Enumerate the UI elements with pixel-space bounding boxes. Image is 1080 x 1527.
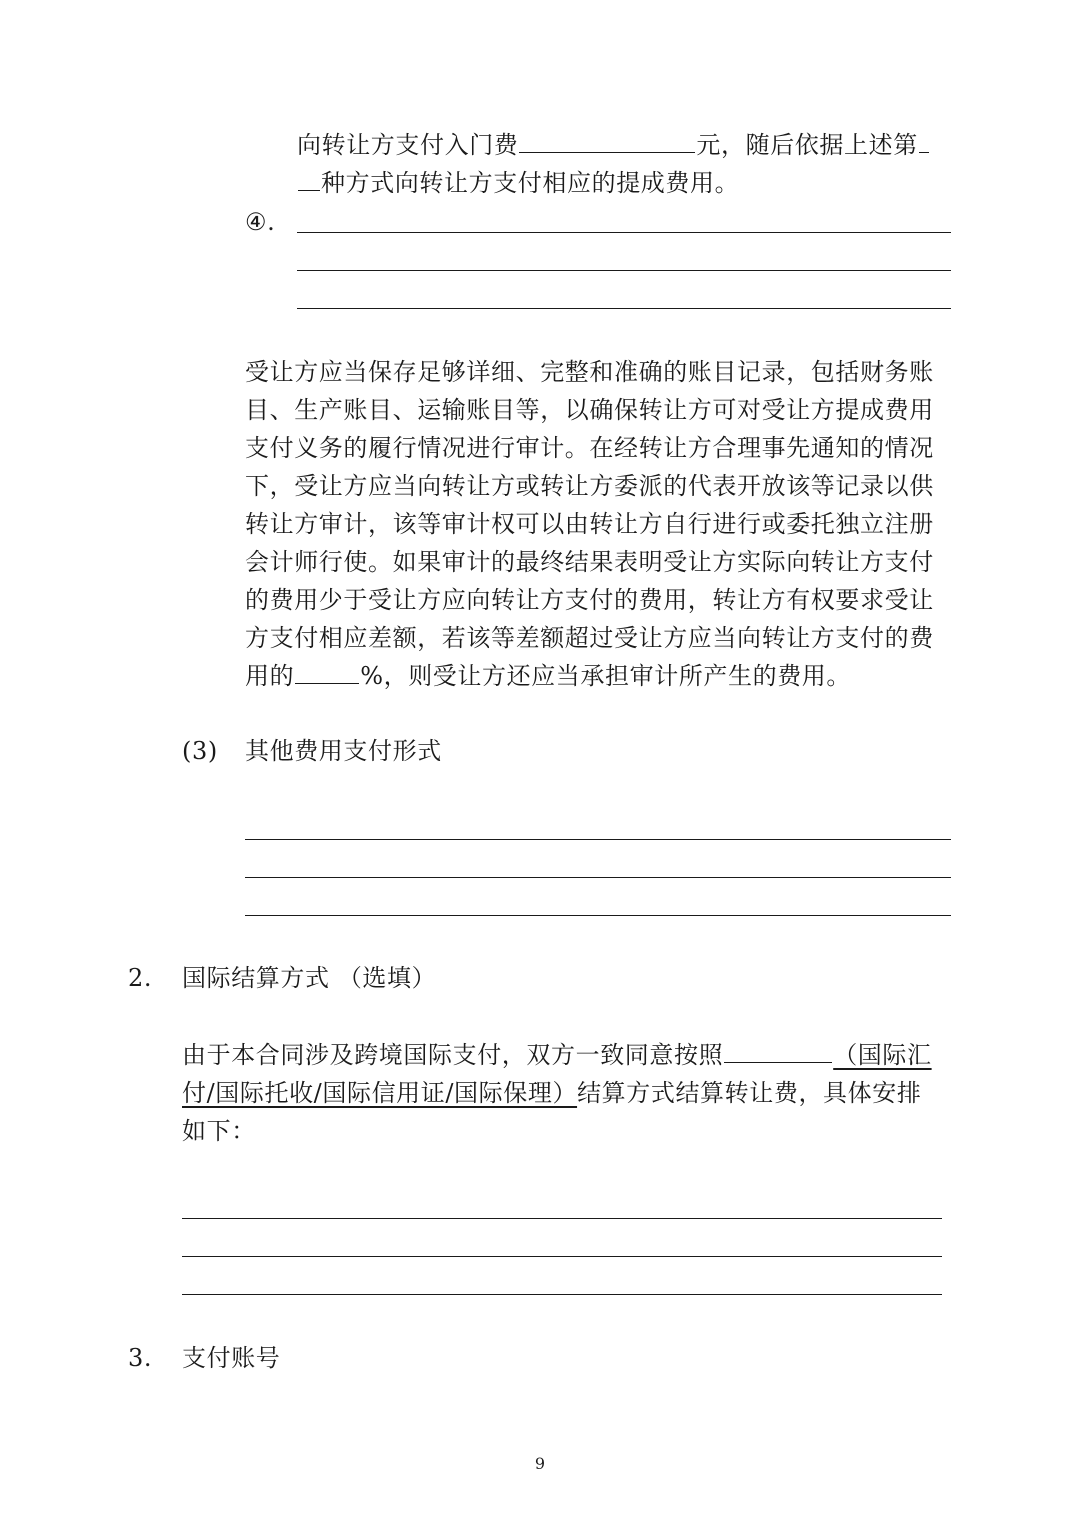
settlement-suffix: 结算方式结算转让费，具体安排: [577, 1079, 922, 1107]
other-fees-fill-line-3[interactable]: [245, 915, 951, 916]
section-3-number: (3): [182, 737, 218, 765]
section-2-title: 国际结算方式 （选填）: [182, 964, 437, 992]
settlement-line-1: [182, 1036, 932, 1074]
audit-paragraph-line: 转让方审计，该等审计权可以由转让方自行进行或委托独立注册: [245, 510, 934, 538]
section-2-number: 2.: [128, 964, 153, 992]
audit-threshold-percent-blank[interactable]: [295, 657, 359, 684]
method-number-blank-end[interactable]: [298, 164, 320, 191]
settlement-line-2: [182, 1074, 921, 1112]
settlement-fill-line-3[interactable]: [182, 1294, 942, 1295]
settlement-line-3: 如下：: [182, 1117, 256, 1145]
audit-last-suffix: %，则受让方还应当承担审计所产生的费用。: [360, 662, 852, 690]
page-number: 9: [534, 1454, 546, 1473]
audit-paragraph-line: 方支付相应差额，若该等差额超过受让方应当向转让方支付的费: [245, 624, 934, 652]
entry-fee-prefix: 向转让方支付入门费: [297, 131, 519, 159]
audit-paragraph-line: 的费用少于受让方应向转让方支付的费用，转让方有权要求受让: [245, 586, 934, 614]
audit-paragraph-line: 会计师行使。如果审计的最终结果表明受让方实际向转让方支付: [245, 548, 934, 576]
settlement-options-part-1: （国际汇: [833, 1041, 932, 1069]
audit-paragraph-line: 支付义务的履行情况进行审计。在经转让方合理事先通知的情况: [245, 434, 934, 462]
item-4-label: ④.: [245, 208, 276, 236]
settlement-options-part-2: 付/国际托收/国际信用证/国际保理）: [182, 1079, 578, 1107]
audit-paragraph-last-line: [245, 657, 851, 695]
method-number-blank-start[interactable]: [919, 126, 929, 153]
other-fees-fill-line-2[interactable]: [245, 877, 951, 878]
audit-paragraph-line: 下，受让方应当向转让方或转让方委派的代表开放该等记录以供: [245, 472, 934, 500]
section-3-account-title: 支付账号: [182, 1344, 281, 1372]
item-4-fill-line-3[interactable]: [297, 308, 951, 309]
entry-fee-amount-blank[interactable]: [519, 126, 695, 153]
section-3-account-number: 3.: [128, 1344, 153, 1372]
royalty-method-line: [297, 164, 739, 202]
settlement-method-blank[interactable]: [724, 1036, 832, 1063]
audit-paragraph-line: 受让方应当保存足够详细、完整和准确的账目记录，包括财务账: [245, 358, 934, 386]
audit-last-prefix: 用的: [245, 662, 295, 690]
royalty-method-text: 种方式向转让方支付相应的提成费用。: [321, 169, 740, 197]
settlement-fill-line-1[interactable]: [182, 1218, 942, 1219]
audit-paragraph-line: 目、生产账目、运输账目等，以确保转让方可对受让方提成费用: [245, 396, 934, 424]
entry-fee-middle: 元，随后依据上述第: [696, 131, 918, 159]
section-3-title: 其他费用支付形式: [245, 737, 442, 765]
entry-fee-line: [297, 126, 930, 164]
other-fees-fill-line-1[interactable]: [245, 839, 951, 840]
item-4-fill-line-2[interactable]: [297, 270, 951, 271]
settlement-prefix: 由于本合同涉及跨境国际支付，双方一致同意按照: [182, 1041, 724, 1069]
settlement-fill-line-2[interactable]: [182, 1256, 942, 1257]
item-4-fill-line-1[interactable]: [297, 232, 951, 233]
